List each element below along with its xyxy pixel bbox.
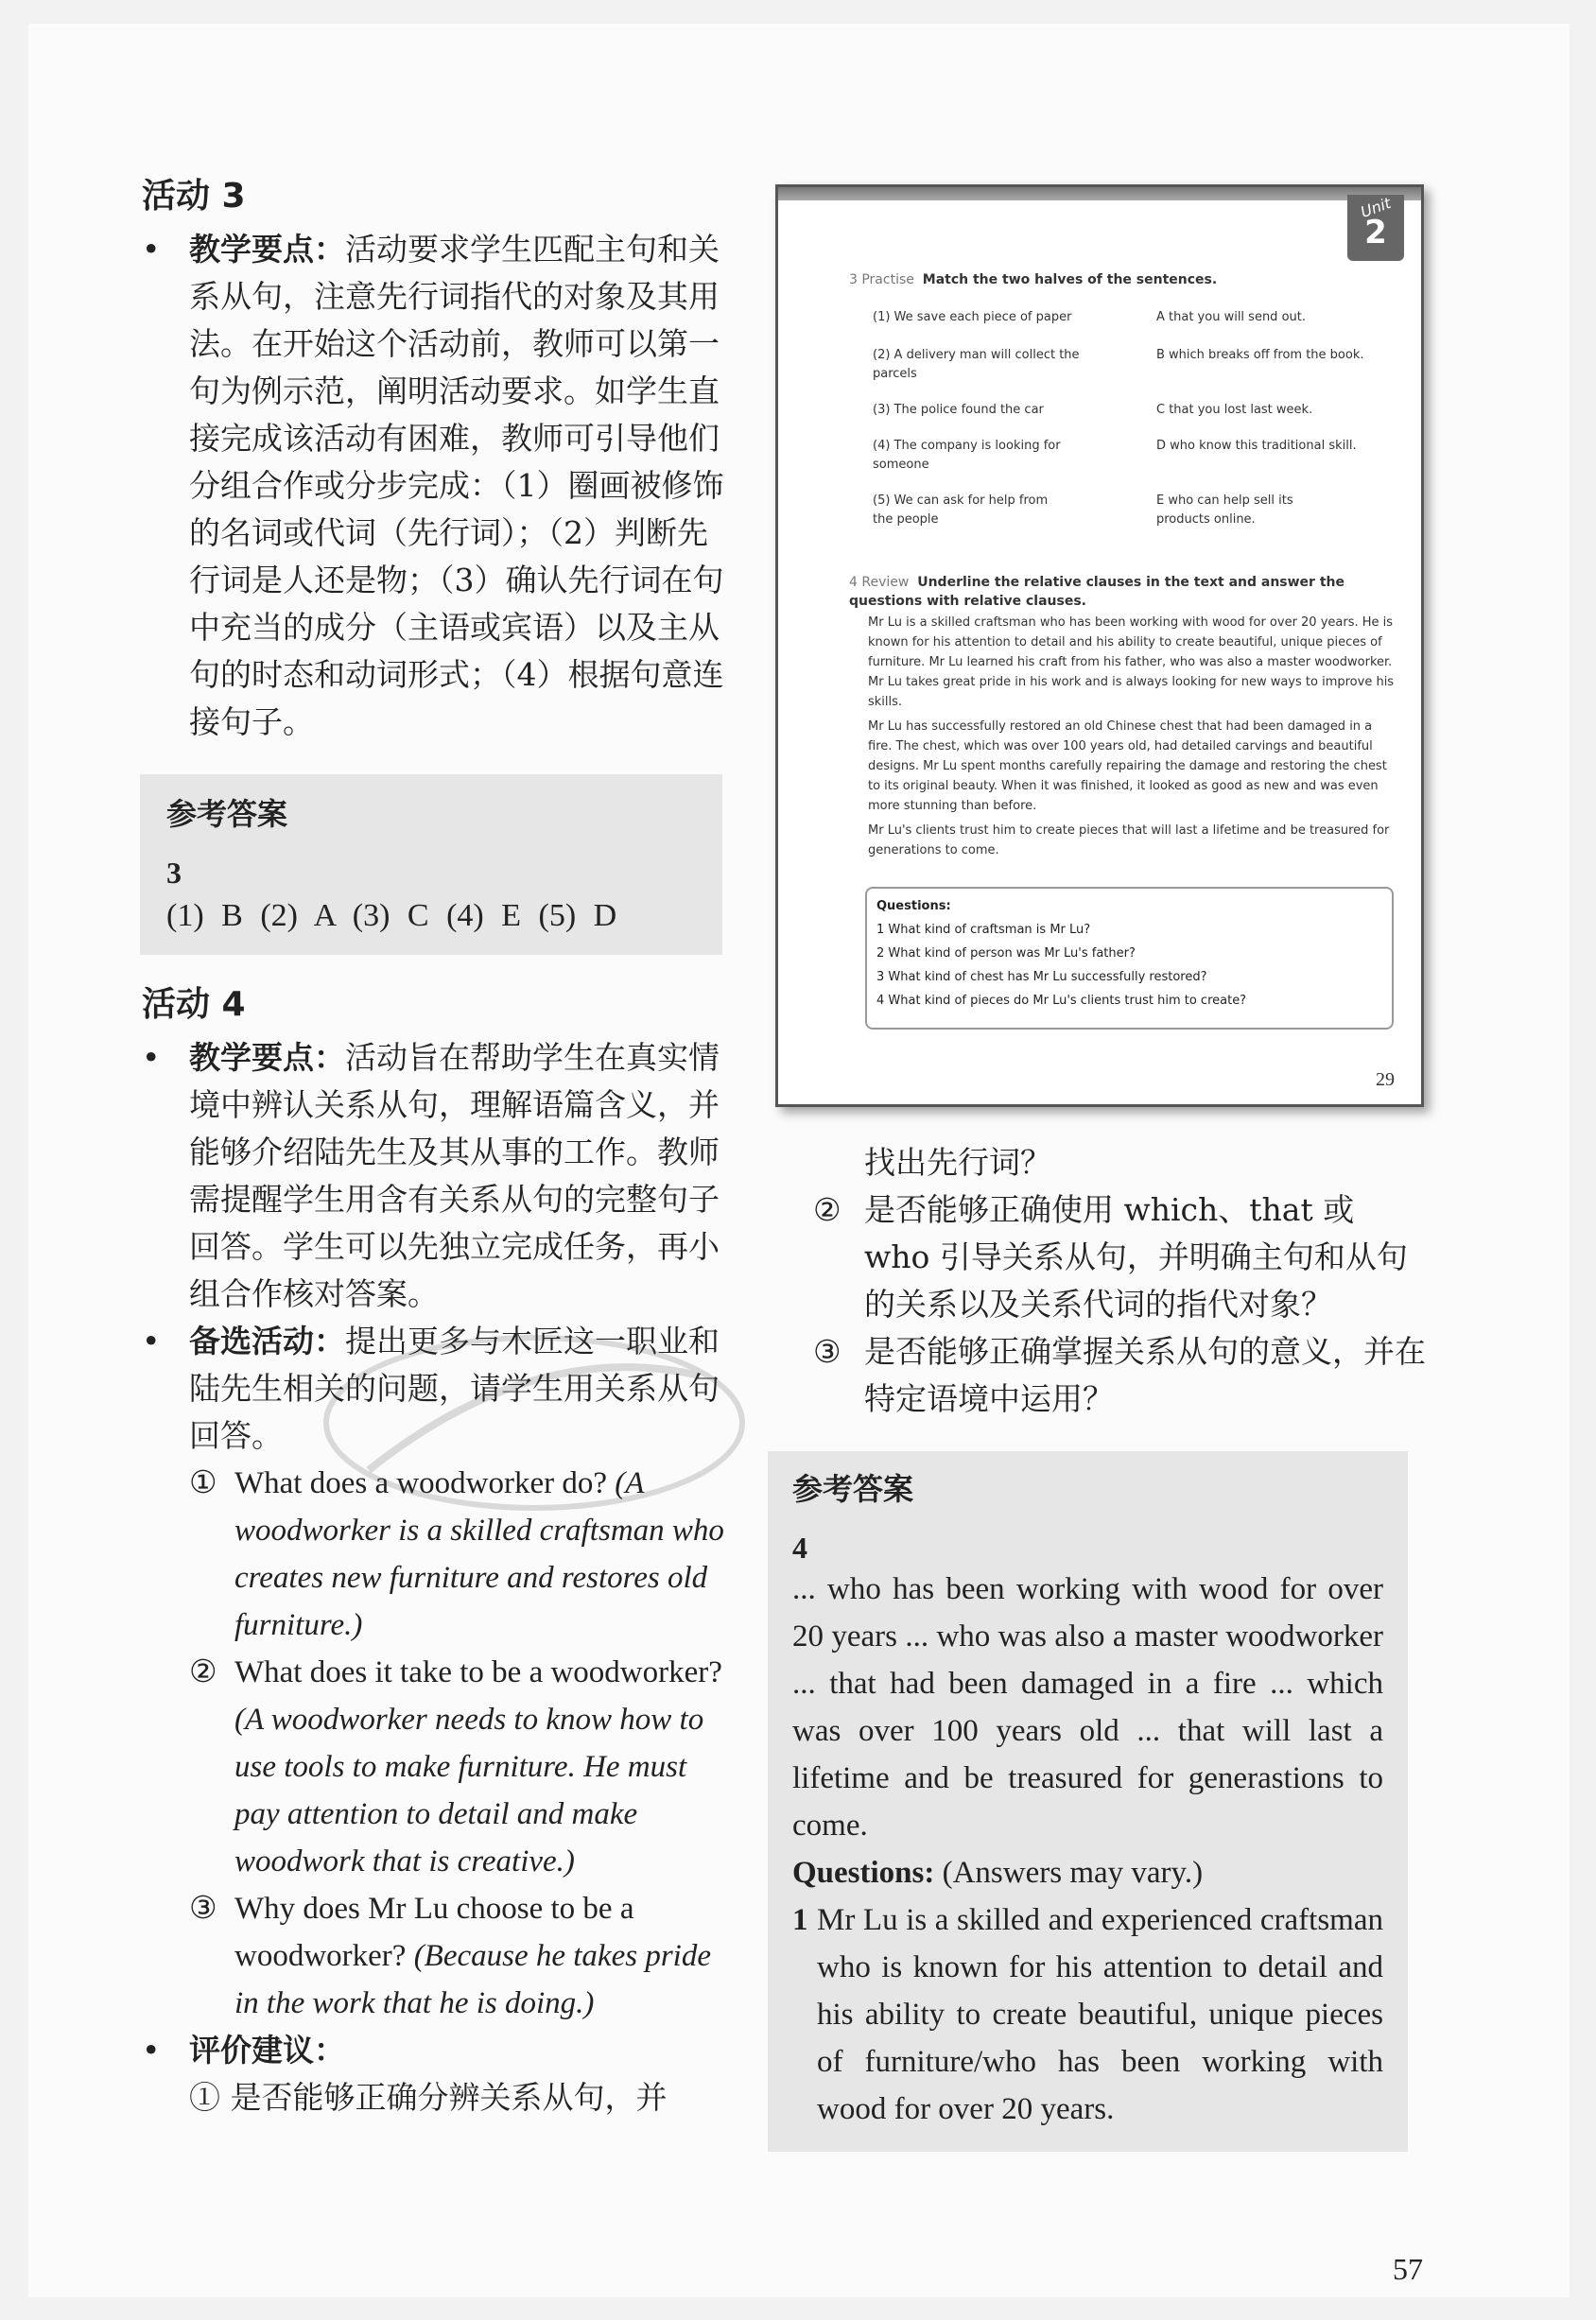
activity4-teaching-point bbox=[142, 1034, 728, 1318]
teaching-point-label: 教学要点： bbox=[189, 1039, 345, 1076]
evaluation-item-3 bbox=[813, 1328, 1428, 1423]
section4-heading bbox=[849, 573, 1388, 611]
match-right: B which breaks off from the book. bbox=[1156, 348, 1364, 362]
evaluation-label: 评价建议： bbox=[189, 2032, 345, 2069]
match-right: E who can help sell its products online. bbox=[1156, 493, 1293, 527]
answer-q-text: Mr Lu is a skilled and experienced craftsman who is known for his attention to detail and his ability to create beautiful, unique pieces of furniture/who has been working with wood for over 20 years. bbox=[817, 1903, 1383, 2126]
circled-number: ③ bbox=[813, 1333, 841, 1370]
passage-paragraph-3: Mr Lu's clients trust him to create pieces that will last a lifetime and be treasured for generations to come. bbox=[868, 823, 1390, 857]
evaluation-text: 找出先行词？ bbox=[864, 1144, 1051, 1181]
passage-paragraph-2: Mr Lu has successfully restored an old Chinese chest that had been damaged in a fire. The chest, which was over 100 years old, had detailed carvings and beautiful designs. Mr Lu spent months carefully repairing the damage and restoring the chest to its original beauty. When it was finished, it looked as good as new and was even more stunning than before. bbox=[868, 719, 1387, 813]
match-left: (1) We save each piece of paper bbox=[873, 310, 1072, 324]
question-text: Why does Mr Lu choose to be a woodworker? bbox=[234, 1892, 634, 1973]
question-item: 2 What kind of person was Mr Lu's father? bbox=[876, 946, 1136, 961]
match-right: D who know this traditional skill. bbox=[1156, 439, 1357, 453]
questions-box bbox=[865, 887, 1394, 1030]
question-text: What does it take to be a woodworker? bbox=[234, 1655, 722, 1689]
evaluation-item-2 bbox=[813, 1186, 1428, 1328]
questions-note: (Answers may vary.) bbox=[934, 1856, 1204, 1890]
alternative-label: 备选活动： bbox=[189, 1323, 345, 1359]
section3-heading bbox=[849, 270, 1217, 289]
teaching-point-text: 活动要求学生匹配主句和关系从句，注意先行词指代的对象及其用法。在开始这个活动前，教师可以第一句为例示范，阐明活动要求。如学生直接完成该活动有困难，教师可引导他们分组合作或分步完成：（1）圈画被修饰的名词或代词（先行词）；（2）判断先行词是人还是物；（3）确认先行词在句中充当的成分（主语或宾语）以及主从句的时态和动词形式；（4）根据句意连接句子。 bbox=[189, 231, 724, 740]
evaluation-text: 是否能够正确掌握关系从句的意义，并在特定语境中运用？ bbox=[864, 1333, 1426, 1417]
section3-label: 3 Practise bbox=[849, 272, 914, 287]
match-left: (4) The company is looking for someone bbox=[873, 439, 1061, 472]
evaluation-text: 是否能够正确使用 which、that 或 who 引导关系从句，并明确主句和从句的关系以及关系代词的指代对象？ bbox=[864, 1191, 1408, 1323]
circled-number: ② bbox=[189, 1655, 217, 1689]
unit-tab bbox=[1347, 195, 1404, 261]
answer-text: (A woodworker is a skilled craftsman who creates new furniture and restores old furniture.) bbox=[234, 1466, 724, 1642]
teaching-point-text: 活动旨在帮助学生在真实情境中辨认关系从句，理解语篇含义，并能够介绍陆先生及其从事的工作。教师需提醒学生用含有关系从句的完整句子回答。学生可以先独立完成任务，再小组合作核对答案。 bbox=[189, 1039, 720, 1312]
answer-title: 参考答案 bbox=[792, 1471, 914, 1507]
answer-text: (Because he takes pride in the work that he is doing.) bbox=[234, 1939, 711, 2020]
evaluation-item-1-continued bbox=[813, 1139, 1428, 1186]
section4-title: Underline the relative clauses in the text and answer the questions with relative clauses. bbox=[849, 575, 1344, 609]
activity4-heading: 活动 4 bbox=[142, 985, 246, 1024]
page-number: 57 bbox=[1393, 2252, 1423, 2286]
question-item: 3 What kind of chest has Mr Lu successfully restored? bbox=[876, 970, 1207, 984]
questions-line bbox=[792, 1849, 1383, 1896]
left-column bbox=[142, 175, 728, 2121]
match-left: (5) We can ask for help from the people bbox=[873, 493, 1049, 527]
questions-label: Questions: bbox=[792, 1856, 935, 1890]
answer-box-3 bbox=[140, 774, 722, 955]
watermark-graphic bbox=[312, 1319, 756, 1527]
bullet-dot: • bbox=[142, 231, 161, 268]
unit-number: 2 bbox=[1364, 214, 1387, 251]
activity3-heading: 活动 3 bbox=[142, 177, 246, 216]
answer-number: 4 bbox=[792, 1531, 807, 1565]
alt-question-2 bbox=[189, 1649, 728, 1885]
bullet-dot: • bbox=[142, 2032, 161, 2069]
textbook-page-image bbox=[775, 184, 1424, 1107]
alternative-text: 提出更多与木匠这一职业和陆先生相关的问题，请学生用关系从句回答。 bbox=[189, 1323, 720, 1454]
alt-question-3 bbox=[189, 1885, 728, 2027]
answer-question-1 bbox=[792, 1896, 1383, 2133]
answer-text: ... who has been working with wood for over 20 years ... who was also a master woodworker ... that had been damaged in a fire ... which was over 100 years old ... that will last a lifetime and be treasured for generastions to come. bbox=[792, 1572, 1383, 1843]
evaluation-suggestion bbox=[142, 2027, 728, 2074]
unit-label: Unit bbox=[1358, 194, 1394, 222]
question-item: 1 What kind of craftsman is Mr Lu? bbox=[876, 923, 1091, 937]
answer-text: (A woodworker needs to know how to use tools to make furniture. He must pay attention to detail and make woodwork that is creative.) bbox=[234, 1703, 704, 1879]
bullet-dot: • bbox=[142, 1323, 161, 1359]
section4-label: 4 Review bbox=[849, 575, 910, 590]
bullet-dot: • bbox=[142, 1039, 161, 1076]
match-left: (2) A delivery man will collect the parcels bbox=[873, 348, 1080, 381]
question-item: 4 What kind of pieces do Mr Lu's clients trust him to create? bbox=[876, 994, 1247, 1008]
answer-line: (1) B (2) A (3) C (4) E (5) D bbox=[166, 898, 617, 933]
book-page-number: 29 bbox=[1376, 1069, 1395, 1090]
book-top-bar bbox=[778, 187, 1421, 200]
passage-paragraph-1: Mr Lu is a skilled craftsman who has been working with wood for over 20 years. He is known for his attention to detail and his ability to create beautiful, unique pieces of furniture. Mr Lu learned his craft from his father, who was also a master woodworker. Mr Lu takes great pride in his work and is always looking for new ways to improve his skills. bbox=[868, 615, 1395, 709]
match-right: A that you will send out. bbox=[1156, 310, 1306, 324]
right-column bbox=[792, 1139, 1428, 2152]
section3-title: Match the two halves of the sentences. bbox=[922, 272, 1218, 287]
activity3-teaching-point bbox=[142, 226, 728, 746]
teaching-point-label: 教学要点： bbox=[189, 231, 345, 268]
answer-title: 参考答案 bbox=[166, 796, 288, 832]
match-left: (3) The police found the car bbox=[873, 403, 1044, 417]
answer-box-4 bbox=[768, 1451, 1408, 2152]
circled-number: ③ bbox=[189, 1892, 217, 1926]
question-text: What does a woodworker do? bbox=[234, 1466, 616, 1500]
circled-number: ② bbox=[813, 1191, 841, 1228]
match-right: C that you lost last week. bbox=[1156, 403, 1313, 417]
circled-number: ① bbox=[189, 1466, 217, 1500]
questions-title: Questions: bbox=[876, 899, 951, 913]
answer-q-number: 1 bbox=[792, 1903, 808, 1937]
evaluation-item-1: ① 是否能够正确分辨关系从句，并 bbox=[189, 2079, 668, 2116]
answer-number: 3 bbox=[166, 856, 182, 890]
